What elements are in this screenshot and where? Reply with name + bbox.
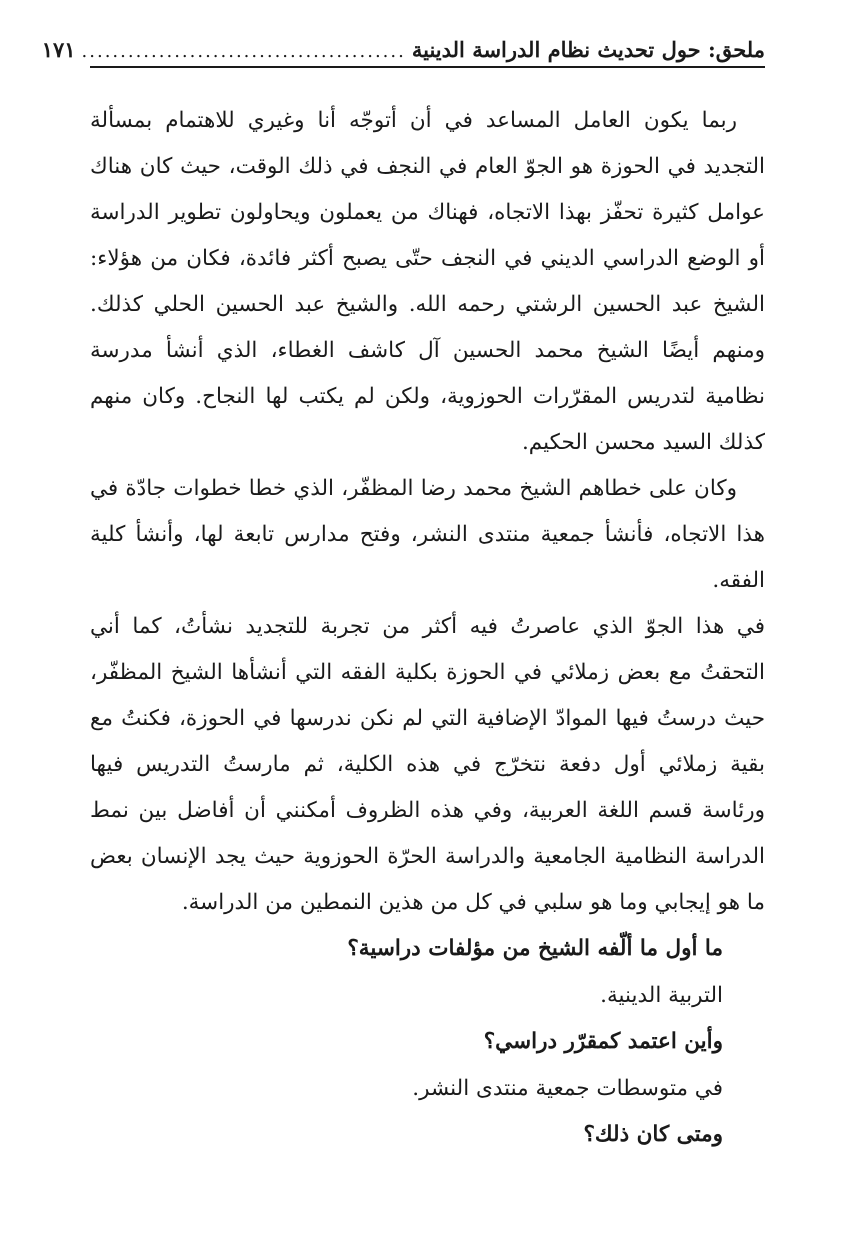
paragraph-2: وكان على خطاهم الشيخ محمد رضا المظفّر، الذي خطا خطوات جادّة في هذا الاتجاه، فأنشأ جمعية منتدى النشر، وفتح مدارس تابعة لها، وأنشأ كلية الفقه. [90, 476, 765, 593]
answer-1: التربية الدينية. [600, 982, 723, 1008]
paragraph-1: ربما يكون العامل المساعد في أن أتوجّه أنا وغيري للاهتمام بمسألة التجديد في الحوزة هو الجوّ العام في النجف في ذلك الوقت، حيث كان هناك عوامل كثيرة تحفّز بهذا الاتجاه، فهناك من يعملون ويحاولون تطوير الدراسة أو الوضع الدراسي الديني في النجف حتّى يصبح أكثر فائدة، فكان من هؤلاء: الشيخ عبد الحسين الرشتي رحمه الله. والشيخ عبد الحسين الحلي كذلك. ومنهم أيضًا الشيخ محمد الحسين آل كاشف الغطاء، الذي أنشأ مدرسة نظامية لتدريس المقرّرات الحوزوية، ولكن لم يكتب لها النجاح. وكان منهم كذلك السيد محسن الحكيم. [90, 108, 765, 455]
header-title: ملحق: حول تحديث نظام الدراسة الدينية [411, 37, 765, 62]
question-1: ما أول ما ألّفه الشيخ من مؤلفات دراسية؟ [347, 936, 723, 961]
header-leader-dots: .......................................... [81, 41, 406, 62]
paragraph-3: في هذا الجوّ الذي عاصرتُ فيه أكثر من تجربة للتجديد نشأتُ، كما أني التحقتُ مع بعض زملائي في الحوزة بكلية الفقه التي أنشأها الشيخ المظفّر، حيث درستُ فيها الموادّ الإضافية التي لم نكن ندرسها في الحوزة، فكنتُ مع بقية زملائي أول دفعة نتخرّج في هذه الكلية، ثم مارستُ التدريس فيها ورئاسة قسم اللغة العربية، وفي هذه الظروف أمكنني أن أفاضل بين نمط الدراسة النظامية الجامعية والدراسة الحرّة الحوزوية حيث يجد الإنسان بعض ما هو إيجابي وما هو سلبي في كل من هذين النمطين من الدراسة. [90, 614, 765, 915]
document-page [41, 28, 765, 1159]
question-2: وأين اعتمد كمقرّر دراسي؟ [483, 1029, 723, 1054]
page-number: ١٧١ [41, 37, 76, 62]
question-3: ومتى كان ذلك؟ [583, 1122, 723, 1147]
answer-2: في متوسطات جمعية منتدى النشر. [412, 1075, 723, 1101]
running-header [41, 28, 765, 68]
body-text [90, 98, 765, 1159]
